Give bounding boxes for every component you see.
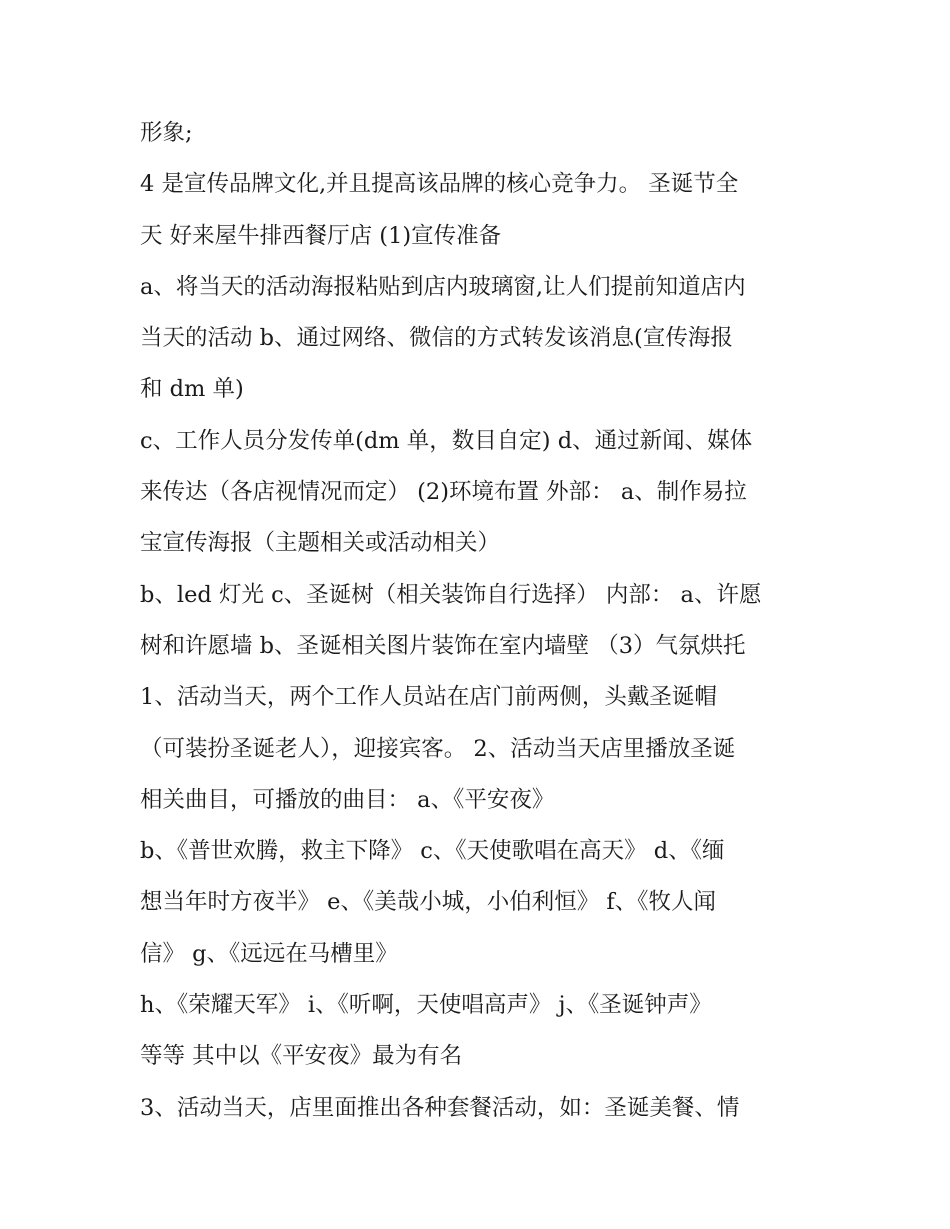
paragraph-5: b、led 灯光 c、圣诞树（相关装饰自行选择） 内部： a、许愿 树和许愿墙 b、圣诞相关图片装饰在室内墙壁 （3）气氛烘托 xyxy=(140,581,762,659)
paragraph-4: c、工作人员分发传单(dm 单，数目自定) d、通过新闻、媒体 来传达（各店视情况而定） (2)环境布置 外部： a、制作易拉 宝宣传海报（主题相关或活动相关） xyxy=(140,427,753,557)
paragraph-9: 3、活动当天，店里面推出各种套餐活动，如：圣诞美餐、情 xyxy=(140,1094,740,1121)
paragraph-7: b、《普世欢腾，救主下降》 c、《天使歌唱在高天》 d、《缅 想当年时方夜半》 e、《美哉小城，小伯利恒》 f、《牧人闻 信》 g、《远远在马槽里》 xyxy=(140,838,725,967)
paragraph-1: 形象; xyxy=(140,120,193,146)
paragraph-8: h、《荣耀天军》 i、《听啊，天使唱高声》 j、《圣诞钟声》 等等 其中以《平安夜》最为有名 xyxy=(140,992,712,1070)
paragraph-2: 4 是宣传品牌文化,并且提高该品牌的核心竞争力。 圣诞节全 天 好来屋牛排西餐厅店 (1)宣传准备 xyxy=(140,171,739,249)
paragraph-6: 1、活动当天，两个工作人员站在店门前两侧，头戴圣诞帽 （可装扮圣诞老人），迎接宾客。 2、活动当天店里播放圣诞 相关曲目，可播放的曲目： a、《平安夜》 xyxy=(140,684,736,813)
paragraph-3: a、将当天的活动海报粘贴到店内玻璃窗,让人们提前知道店内 当天的活动 b、通过网络、微信的方式转发该消息(宣传海报 和 dm 单) xyxy=(140,273,746,403)
